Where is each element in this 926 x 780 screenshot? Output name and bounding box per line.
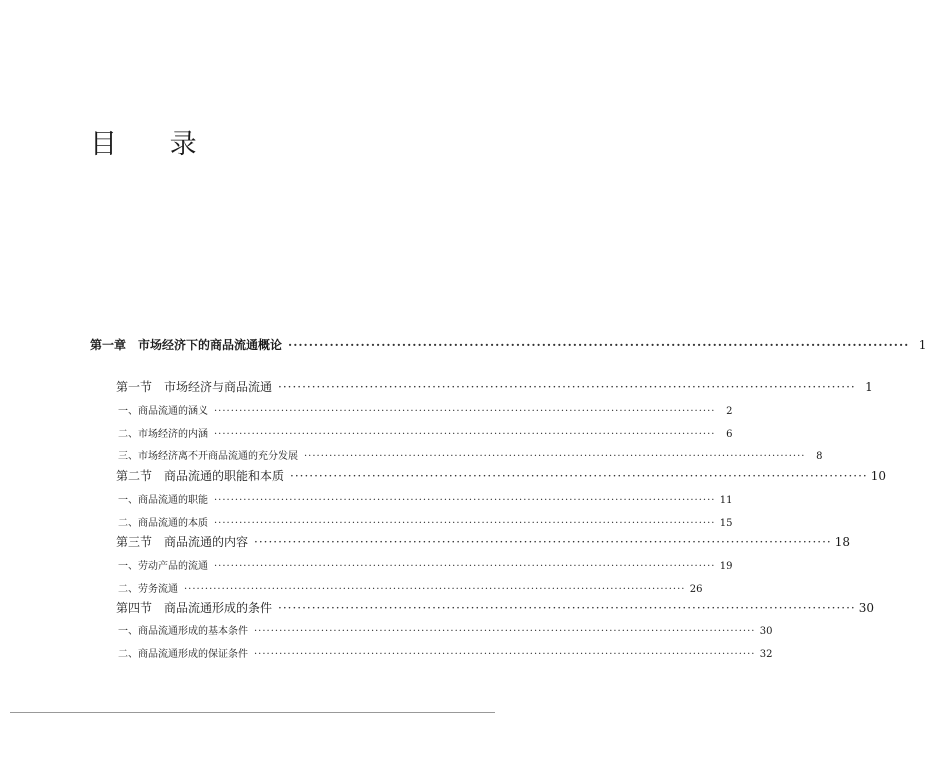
toc-leader-dots: ························································································································	[288, 338, 910, 352]
toc-entry-page: 26	[689, 584, 703, 595]
toc-entry-label: 二、市场经济的内涵	[118, 429, 208, 440]
toc-entry-page: 2	[726, 406, 733, 417]
toc-entry-page: 10	[870, 469, 887, 483]
toc-entry-page: 18	[834, 535, 851, 549]
toc-entry-label: 第一节 市场经济与商品流通	[116, 380, 273, 394]
toc-entry-section	[116, 467, 887, 484]
toc-leader-dots: ························································································································	[214, 518, 716, 529]
toc-entry-subsection	[118, 402, 733, 417]
toc-leader-dots: ························································································································	[214, 429, 716, 440]
toc-entry-page: 32	[759, 649, 773, 660]
page-title: 目 录	[90, 129, 219, 160]
toc-leader-dots: ························································································································	[304, 451, 806, 462]
toc-entry-chapter-1	[90, 336, 926, 353]
toc-leader-dots: ························································································································	[214, 495, 716, 506]
toc-leader-dots: ························································································································	[254, 649, 756, 660]
toc-entry-page: 1	[865, 380, 873, 394]
toc-entry-section	[116, 599, 875, 616]
toc-entry-label: 一、劳动产品的流通	[118, 561, 208, 572]
toc-entry-label: 一、商品流通的职能	[118, 495, 208, 506]
toc-entry-page: 30	[759, 626, 773, 637]
toc-entry-label: 一、商品流通形成的基本条件	[118, 626, 248, 637]
toc-leader-dots: ························································································································	[290, 469, 868, 483]
toc-leader-dots: ························································································································	[214, 406, 716, 417]
toc-entry-label: 第一章 市场经济下的商品流通概论	[90, 338, 283, 352]
toc-entry-label: 第四节 商品流通形成的条件	[116, 601, 273, 615]
toc-entry-label: 第二节 商品流通的职能和本质	[116, 469, 285, 483]
toc-entry-subsection	[118, 622, 773, 637]
toc-leader-dots: ························································································································	[278, 380, 856, 394]
toc-entry-page: 19	[719, 561, 733, 572]
toc-entry-page: 15	[719, 518, 733, 529]
toc-entry-page: 11	[719, 495, 733, 506]
toc-entry-subsection	[118, 580, 703, 595]
toc-entry-section	[116, 533, 851, 550]
toc-entry-page: 6	[726, 429, 733, 440]
toc-entry-page: 8	[816, 451, 823, 462]
toc-entry-section	[116, 378, 873, 395]
toc-entry-label: 二、商品流通形成的保证条件	[118, 649, 248, 660]
toc-entry-subsection	[118, 645, 773, 660]
toc-leader-dots: ························································································································	[254, 626, 756, 637]
bottom-rule	[10, 712, 495, 713]
toc-entry-page: 30	[858, 601, 875, 615]
toc-leader-dots: ························································································································	[278, 601, 856, 615]
toc-entry-subsection	[118, 557, 733, 572]
toc-entry-subsection	[118, 491, 733, 506]
toc-entry-label: 二、商品流通的本质	[118, 518, 208, 529]
toc-entry-label: 一、商品流通的涵义	[118, 406, 208, 417]
toc-leader-dots: ························································································································	[254, 535, 832, 549]
toc-leader-dots: ························································································································	[214, 561, 716, 572]
toc-entry-label: 第三节 商品流通的内容	[116, 535, 249, 549]
toc-leader-dots: ························································································································	[184, 584, 686, 595]
toc-entry-subsection	[118, 514, 733, 529]
toc-entry-subsection	[118, 447, 823, 462]
toc-entry-page: 1	[918, 338, 926, 352]
toc-entry-label: 二、劳务流通	[118, 584, 178, 595]
toc-entry-subsection	[118, 425, 733, 440]
toc-entry-label: 三、市场经济离不开商品流通的充分发展	[118, 451, 298, 462]
